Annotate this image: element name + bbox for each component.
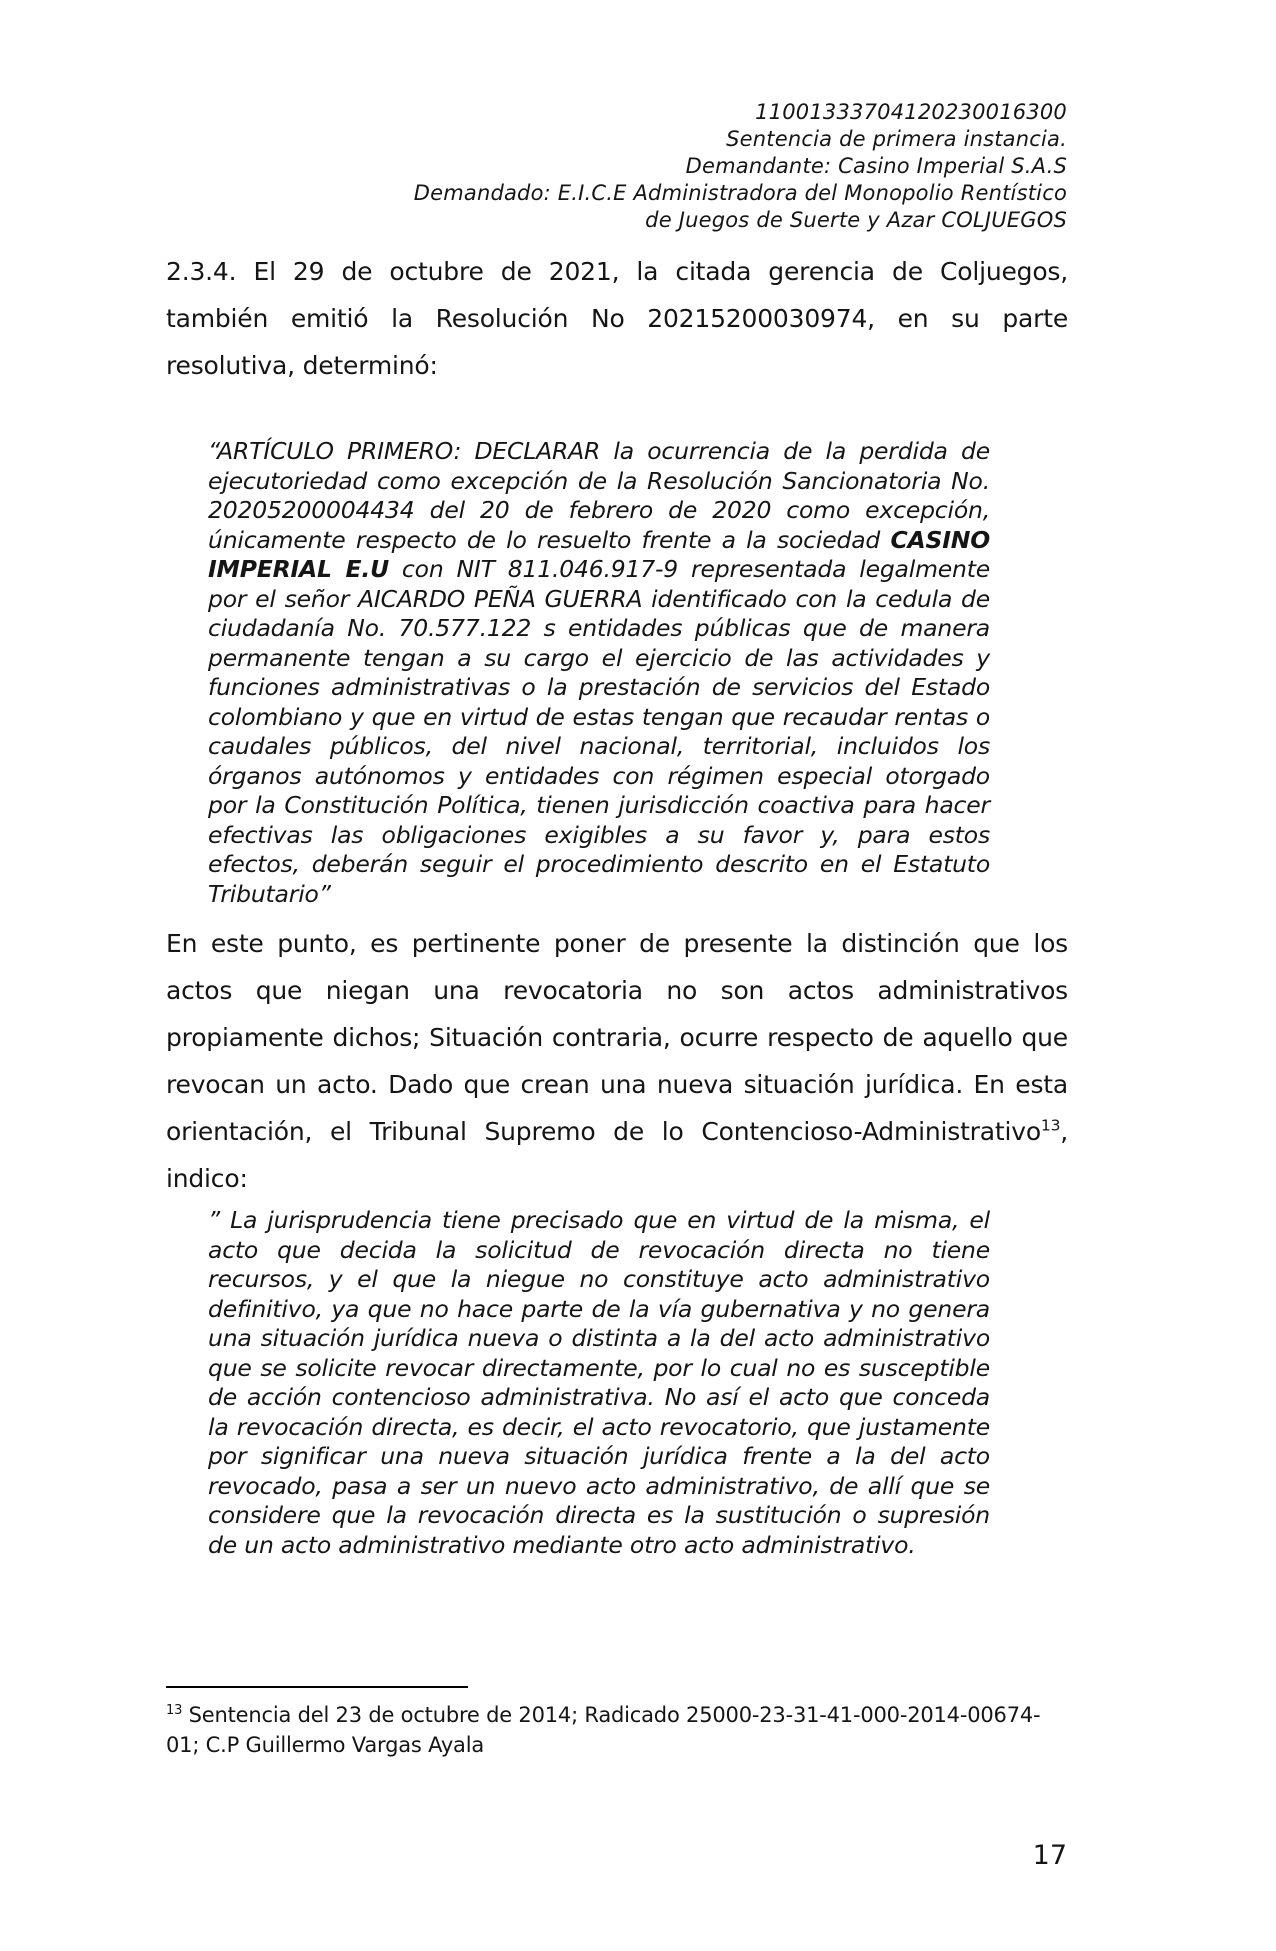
footnote-13-text: Sentencia del 23 de octubre de 2014; Radicado 25000-23-31-41-000-2014-00674-01; C.P Guillermo Vargas Ayala [166,1703,1041,1757]
header-case-number: 11001333704120230016300 [755,100,1067,124]
quote-1-bold-casino-imperial: CASINO IMPERIAL E.U [208,525,990,583]
header-line-demandado-2: de Juegos de Suerte y Azar COLJUEGOS [645,208,1067,232]
paragraph-en-este-punto [166,920,1068,1202]
header-line-instance: Sentencia de primera instancia. [726,127,1067,151]
page-number: 17 [1032,1840,1067,1871]
footnote-separator-rule [166,1686,468,1688]
page-header [166,99,1067,234]
header-line-demandado: Demandado: E.I.C.E Administradora del Monopolio Rentístico [413,181,1067,205]
quote-1-post: con NIT 811.046.917-9 representada legalmente por el señor AICARDO PEÑA GUERRA identificado con la cedula de ciudadanía No. 70.577.122 s entidades públicas que de manera permanente tengan a su cargo el ejercicio de las actividades y funciones administrativas o la prestación de servicios del Estado colombiano y que en virtud de estas tengan que recaudar rentas o caudales públicos, del nivel nacional, territorial, incluidos los órganos autónomos y entidades con régimen especial otorgado por la Constitución Política, tienen jurisdicción coactiva para hacer efectivas las obligaciones exigibles a su favor y, para estos efectos, deberán seguir el procedimiento descrito en el Estatuto Tributario” [208,555,991,908]
header-line-demandante: Demandante: Casino Imperial S.A.S [685,154,1067,178]
quote-articulo-primero [208,437,990,909]
footnote-13-marker: 13 [166,1703,183,1718]
footnote-reference-13: 13 [1040,1116,1061,1135]
paragraph-2-tail: , indico: [166,1117,1068,1193]
footnote-13 [166,1700,1046,1760]
quote-jurisprudencia: ” La jurisprudencia tiene precisado que en virtud de la misma, el acto que decida la solicitud de revocación directa no tiene recursos, y el que la niegue no constituye acto administrativo definitivo, ya que no hace parte de la vía gubernativa y no genera una situación jurídica nueva o distinta a la del acto administrativo que se solicite revocar directamente, por lo cual no es susceptible de acción contencioso administrativa. No así el acto que conceda la revocación directa, es decir, el acto revocatorio, que justamente por significar una nueva situación jurídica frente a la del acto revocado, pasa a ser un nuevo acto administrativo, de allí que se considere que la revocación directa es la sustitución o supresión de un acto administrativo mediante otro acto administrativo. [208,1206,990,1559]
paragraph-2-3-4: 2.3.4. El 29 de octubre de 2021, la citada gerencia de Coljuegos, también emitió la Resolución No 20215200030974, en su parte resolutiva, determinó: [166,257,1068,380]
paragraph-2-text: En este punto, es pertinente poner de presente la distinción que los actos que niegan una revocatoria no son actos administrativos propiamente dichos; Situación contraria, ocurre respecto de aquello que revocan un acto. Dado que crean una nueva situación jurídica. En esta orientación, el Tribunal Supremo de lo Contencioso-Administrativo [166,929,1068,1146]
quote-1-pre: “ARTÍCULO PRIMERO: DECLARAR la ocurrencia de la perdida de ejecutoriedad como excepción de la Resolución Sancionatoria No. 20205200004434 del 20 de febrero de 2020 como excepción, únicamente respecto de lo resuelto frente a la sociedad [208,437,990,554]
